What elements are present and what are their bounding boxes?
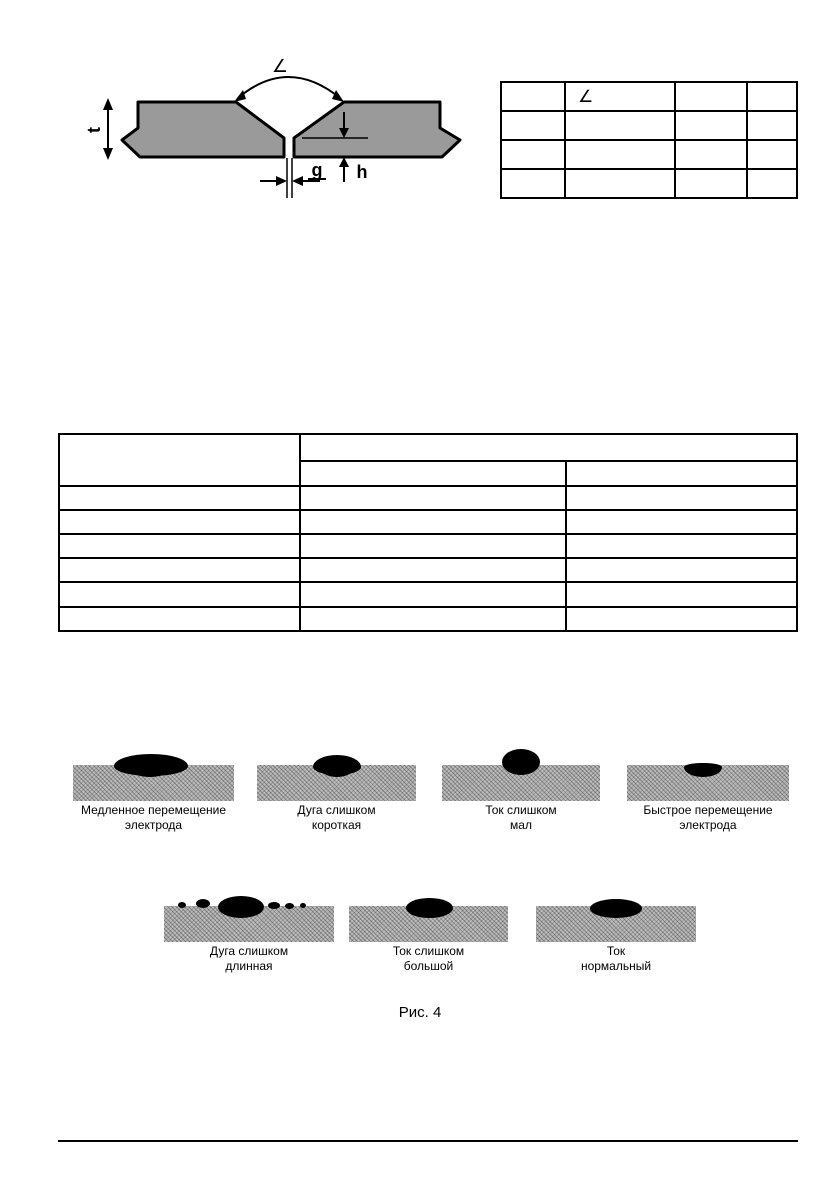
caption-fast-travel: Быстрое перемещение электрода bbox=[643, 803, 773, 832]
table-cell bbox=[565, 82, 675, 111]
table-cell bbox=[566, 607, 797, 631]
table-row bbox=[59, 510, 797, 534]
table-cell bbox=[300, 486, 566, 510]
table-header-cell bbox=[300, 461, 566, 485]
table-cell bbox=[501, 82, 565, 111]
table-cell bbox=[501, 169, 565, 198]
table-cell bbox=[59, 510, 300, 534]
table-cell bbox=[675, 82, 747, 111]
table-cell bbox=[675, 111, 747, 140]
caption-short-arc: Дуга слишком короткая bbox=[297, 803, 376, 832]
table-row bbox=[59, 582, 797, 606]
spatter bbox=[300, 903, 306, 908]
weld-bead bbox=[406, 898, 453, 918]
table-cell bbox=[675, 169, 747, 198]
table-row bbox=[59, 607, 797, 631]
weld-bead bbox=[590, 899, 642, 918]
table-cell bbox=[501, 111, 565, 140]
caption-high-current: Ток слишком большой bbox=[392, 944, 465, 973]
left-plate bbox=[122, 102, 284, 157]
caption-low-current: Ток слишком мал bbox=[485, 803, 557, 832]
table-cell bbox=[59, 558, 300, 582]
spatter bbox=[178, 902, 186, 908]
caption-normal-current: Ток нормальный bbox=[580, 944, 652, 973]
table-cell bbox=[59, 486, 300, 510]
spatter bbox=[196, 899, 210, 908]
welding-current-table bbox=[58, 433, 798, 632]
table-row bbox=[59, 486, 797, 510]
spatter bbox=[285, 903, 294, 909]
table-cell bbox=[566, 582, 797, 606]
table-cell bbox=[566, 534, 797, 558]
table-cell bbox=[300, 534, 566, 558]
table-cell bbox=[566, 486, 797, 510]
table-cell bbox=[747, 140, 797, 169]
caption-long-arc: Дуга слишком длинная bbox=[209, 944, 289, 973]
table-cell bbox=[747, 111, 797, 140]
table-cell bbox=[300, 582, 566, 606]
table-cell bbox=[59, 534, 300, 558]
caption-slow-travel: Медленное перемещение электрода bbox=[80, 803, 226, 832]
table-header-cell bbox=[566, 461, 797, 485]
table-cell bbox=[300, 607, 566, 631]
joint-parameters-table bbox=[500, 81, 798, 199]
table-cell bbox=[501, 140, 565, 169]
table-cell bbox=[59, 607, 300, 631]
table-row bbox=[59, 534, 797, 558]
table-cell bbox=[566, 558, 797, 582]
table-cell bbox=[59, 582, 300, 606]
table-cell bbox=[300, 558, 566, 582]
table-cell bbox=[565, 111, 675, 140]
weld-penetration bbox=[323, 765, 351, 777]
table-header-cell bbox=[59, 434, 300, 486]
weld-bead bbox=[502, 749, 540, 775]
figure-label: Рис. 4 bbox=[398, 1004, 442, 1021]
table-cell bbox=[300, 510, 566, 534]
table-cell bbox=[747, 82, 797, 111]
weld-penetration bbox=[133, 765, 167, 777]
angle-symbol: ∠ bbox=[271, 56, 289, 77]
table-cell bbox=[566, 510, 797, 534]
weld-bead bbox=[218, 896, 264, 918]
weld-joint-diagram bbox=[80, 50, 480, 210]
table-cell bbox=[565, 169, 675, 198]
dimension-g-label: g bbox=[311, 160, 323, 180]
dimension-t-label: t bbox=[84, 127, 104, 133]
table-row bbox=[59, 558, 797, 582]
dimension-h-label: h bbox=[356, 162, 368, 182]
right-plate bbox=[294, 102, 460, 157]
table-cell bbox=[675, 140, 747, 169]
spatter bbox=[268, 902, 280, 909]
table-header-cell bbox=[300, 434, 797, 461]
angle-arc bbox=[238, 77, 340, 98]
table-cell bbox=[747, 169, 797, 198]
angle-symbol: ∠ bbox=[578, 86, 594, 106]
footer-rule bbox=[58, 1140, 798, 1142]
table-cell bbox=[565, 140, 675, 169]
